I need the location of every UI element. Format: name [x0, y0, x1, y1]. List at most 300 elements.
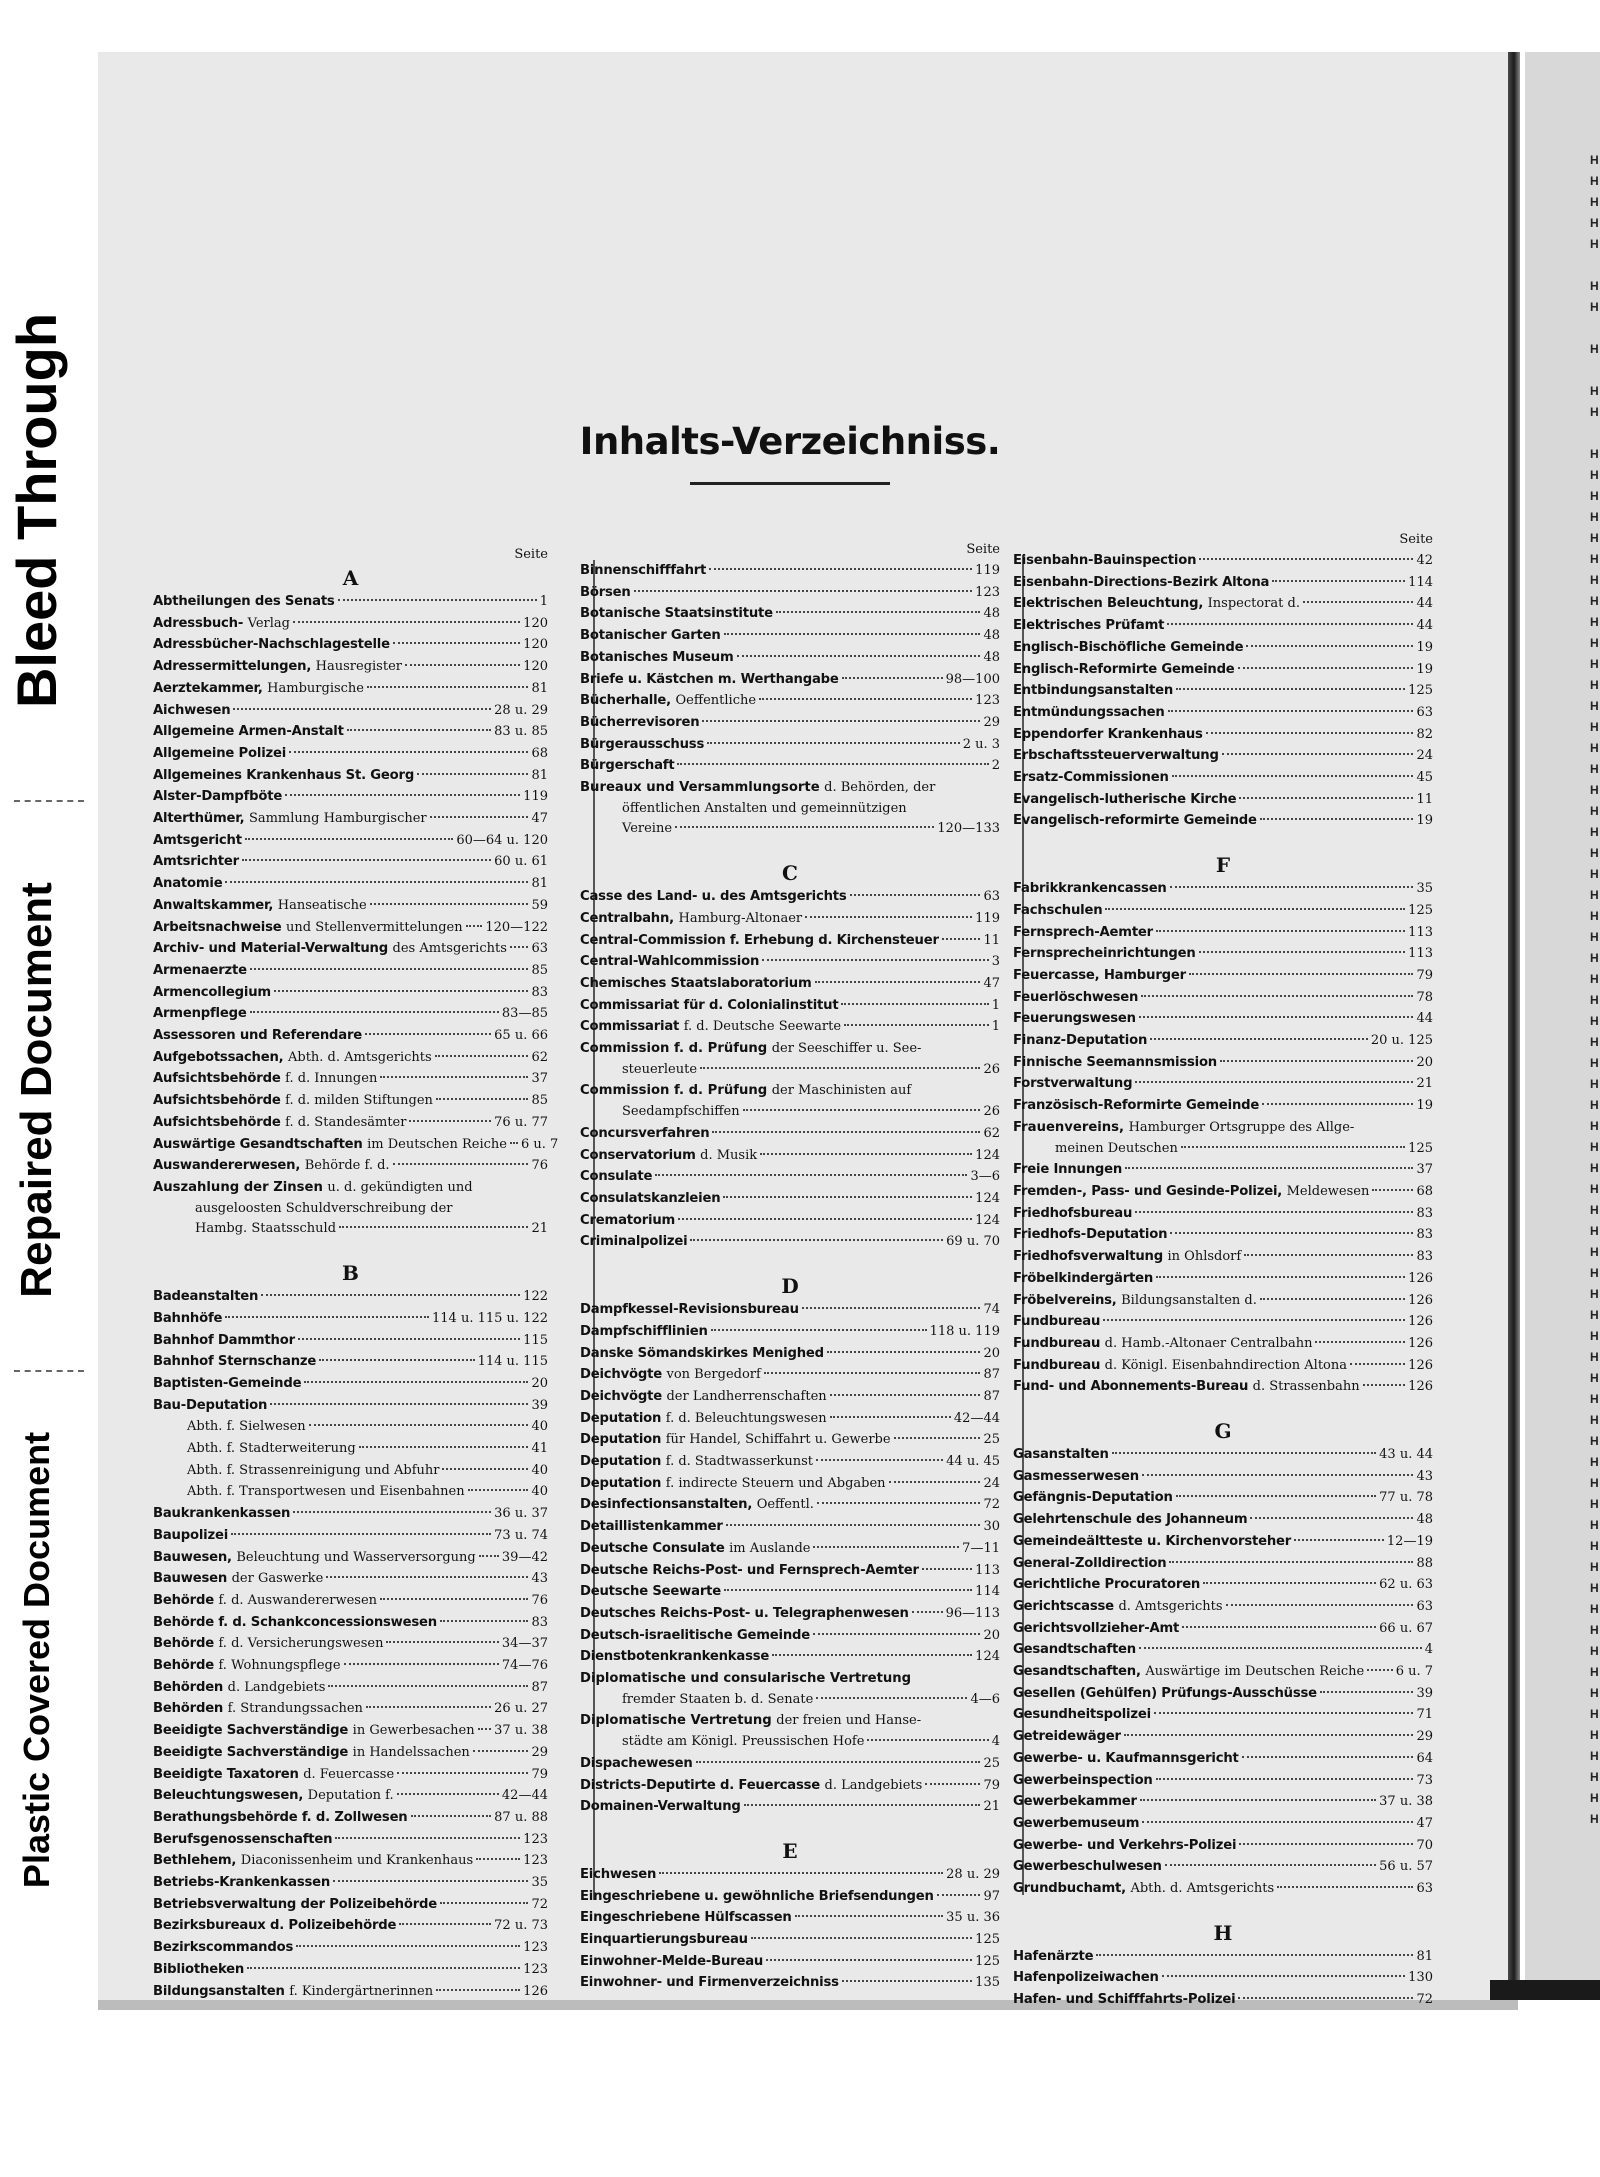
page-number: 44	[1416, 596, 1433, 612]
page-title: Inhalts-Verzeichniss.	[579, 420, 1001, 463]
entry-text	[580, 1231, 687, 1253]
dot-leader	[1135, 1081, 1413, 1083]
index-entry	[153, 1308, 548, 1330]
entry-text	[153, 656, 402, 678]
page-number: 76	[531, 1592, 548, 1608]
adjacent-page-edge	[1525, 52, 1600, 2000]
edge-letter: H	[1590, 1581, 1599, 1595]
page-number: 87	[983, 1388, 1000, 1404]
entry-first-line	[580, 777, 1000, 799]
index-entry	[153, 678, 548, 700]
entry-detail: Behörde f. d.	[304, 1158, 390, 1174]
entry-detail: d. Behörden, der	[824, 780, 936, 796]
entry-text	[153, 1155, 390, 1177]
entry-text	[153, 1112, 406, 1134]
dot-leader	[802, 1307, 981, 1309]
page-number: 79	[531, 1766, 548, 1782]
entry-title: Commission f. d. Prüfung	[580, 1083, 768, 1099]
section-letter: A	[342, 566, 359, 590]
dot-leader	[1372, 1189, 1413, 1191]
page-number: 120	[523, 637, 548, 653]
entry-detail: der Maschinisten auf	[771, 1083, 912, 1099]
dot-leader	[309, 1424, 529, 1426]
entry-title: Behörde	[153, 1658, 214, 1674]
dot-leader	[1105, 908, 1405, 910]
dot-leader	[1203, 1582, 1376, 1584]
page-number: 120—122	[485, 919, 548, 935]
entry-detail: für Handel, Schiffahrt u. Gewerbe	[665, 1432, 891, 1448]
dot-leader	[1112, 1452, 1376, 1454]
entry-title: Deputation	[580, 1475, 662, 1491]
index-entry	[1013, 1770, 1433, 1792]
dot-leader	[1367, 1669, 1392, 1671]
index-entry	[153, 960, 548, 982]
entry-text	[580, 647, 734, 669]
page-number: 39	[1416, 1685, 1433, 1701]
entry-continuation	[153, 1219, 548, 1240]
page-number: 76 u. 77	[494, 1114, 548, 1130]
dot-leader	[1150, 1038, 1368, 1040]
entry-text	[153, 1915, 396, 1937]
dot-leader	[751, 1937, 972, 1939]
entry-first-line	[580, 1668, 1000, 1690]
page-number: 73	[1416, 1772, 1433, 1788]
entry-title: Binnenschifffahrt	[580, 563, 707, 578]
edge-letter: H	[1590, 1308, 1599, 1322]
entry-title: Gesandtschaften	[1013, 1642, 1136, 1658]
page-number: 125	[1408, 902, 1433, 918]
edge-letter: H	[1590, 1392, 1599, 1406]
entry-text	[1013, 659, 1235, 681]
entry-title: Eppendorfer Krankenhaus	[1013, 726, 1203, 742]
entry-text	[580, 734, 704, 756]
entry-detail: f. d. Beleuchtungswesen	[665, 1410, 827, 1426]
dot-leader	[1139, 1016, 1414, 1018]
page-number: 35	[531, 1875, 548, 1891]
edge-letter: H	[1590, 1203, 1599, 1217]
dot-leader	[293, 1511, 491, 1513]
entry-title: General-Zolldirection	[1013, 1555, 1167, 1571]
page-number: 88	[1416, 1555, 1433, 1571]
index-entry	[153, 851, 548, 873]
entry-text	[1013, 1639, 1136, 1661]
entry-text	[580, 1581, 721, 1603]
dot-leader	[476, 1858, 520, 1860]
page-number: 123	[523, 1940, 548, 1956]
entry-text	[580, 1123, 709, 1145]
page-number: 39—42	[501, 1549, 548, 1565]
entry-text	[153, 1785, 394, 1807]
entry-detail: Abth. f. Sielwesen	[187, 1419, 306, 1435]
dot-leader	[1140, 1799, 1376, 1801]
entry-text	[580, 1016, 841, 1038]
entry-title: Botanische Staatsinstitute	[580, 606, 773, 622]
entry-title: Bahnhöfe	[153, 1310, 223, 1326]
dot-leader	[326, 1576, 528, 1578]
entry-title: Crematorium	[580, 1212, 676, 1228]
dot-leader	[440, 1902, 528, 1904]
page-number: 74—76	[501, 1658, 548, 1674]
page-number: 81	[531, 680, 548, 696]
index-entry	[580, 1451, 1000, 1473]
entry-text	[153, 1090, 433, 1112]
page-number: 20	[983, 1345, 1000, 1361]
edge-letter: H	[1590, 636, 1599, 650]
dot-leader	[366, 1706, 491, 1708]
dot-leader	[359, 1446, 529, 1448]
index-entry	[1013, 1376, 1433, 1398]
page-number: 1	[539, 594, 548, 609]
dot-leader	[304, 1381, 528, 1383]
dot-leader	[1246, 645, 1413, 647]
index-entry	[580, 1625, 1000, 1647]
entry-text	[153, 1981, 433, 2003]
page-number: 37	[1416, 1162, 1433, 1178]
entry-text	[153, 938, 507, 960]
entry-title: Englisch-Bischöfliche Gemeinde	[1013, 639, 1244, 655]
entry-detail: f. d. milden Stiftungen	[285, 1093, 433, 1109]
edge-letter: H	[1590, 1749, 1599, 1763]
dot-leader	[690, 1239, 943, 1241]
entry-continuation: öffentlichen Anstalten und gemeinnützigen	[622, 800, 907, 816]
page-number: 66 u. 67	[1379, 1620, 1433, 1636]
page-number: 62	[531, 1049, 548, 1065]
entry-text	[580, 560, 706, 582]
index-entry	[580, 603, 1000, 625]
entry-text	[153, 613, 290, 635]
entry-text	[1013, 1224, 1167, 1246]
entry-title: Hafen- und Schifffahrts-Polizei	[1013, 1992, 1236, 2008]
entry-text	[153, 917, 463, 939]
entry-title: Hafenpolizeiwachen	[1013, 1970, 1159, 1986]
page-number: 48	[983, 649, 1000, 665]
page-column-header: Seite	[514, 547, 548, 562]
dot-leader	[250, 968, 529, 970]
page-number: 24	[1416, 748, 1433, 764]
dot-leader	[335, 1837, 520, 1839]
dot-leader	[1167, 623, 1413, 625]
entry-text	[1013, 1333, 1312, 1355]
entry-title: Deutsche Consulate	[580, 1540, 725, 1556]
entry-text	[1013, 1030, 1147, 1052]
index-entry	[153, 1872, 548, 1894]
dot-leader	[724, 633, 981, 635]
entry-detail: f. Kindergärtnerinnen	[289, 1983, 434, 1999]
index-entry	[1013, 659, 1433, 681]
entry-text	[153, 1330, 295, 1352]
entry-title: Bezirksbureaux d. Polizeibehörde	[153, 1918, 397, 1934]
dot-leader	[344, 1663, 499, 1665]
dot-leader	[274, 990, 529, 992]
dot-leader	[370, 903, 529, 905]
edge-letter: H	[1590, 1644, 1599, 1658]
bleed-through-label: Bleed Through	[5, 312, 69, 708]
page-number: 118 u. 119	[929, 1323, 1000, 1339]
index-entry	[1013, 1509, 1433, 1531]
page-number: 6 u. 7	[520, 1136, 559, 1152]
dot-leader	[1176, 1495, 1376, 1497]
repaired-document-label: Repaired Document	[12, 882, 62, 1298]
section-gap	[1013, 832, 1433, 852]
page-number: 1	[991, 1019, 1000, 1035]
page-number: 126	[523, 1983, 548, 1999]
dot-leader	[709, 568, 972, 570]
edge-letter: H	[1590, 1686, 1599, 1700]
entry-text	[580, 1386, 827, 1408]
index-entry	[1013, 702, 1433, 724]
page-number: 87	[531, 1679, 548, 1695]
dot-leader	[1199, 558, 1413, 560]
edge-letter: H	[1590, 279, 1599, 293]
dot-leader	[1156, 1276, 1405, 1278]
entry-title: Central-Wahlcommission	[580, 954, 760, 970]
section-gap	[580, 1818, 1000, 1838]
page-number: 135	[975, 1975, 1000, 1991]
entry-text	[580, 1516, 723, 1538]
dot-leader	[912, 1611, 943, 1613]
page-number: 123	[523, 1853, 548, 1869]
entry-title: Deputation	[580, 1432, 662, 1448]
entry-text	[153, 678, 364, 700]
entry-title: Auswärtige Gesandtschaften	[153, 1136, 363, 1152]
entry-title: Deputation	[580, 1454, 662, 1470]
index-entry	[580, 1231, 1000, 1253]
index-entry	[1013, 550, 1433, 572]
dot-leader	[1260, 1298, 1405, 1300]
index-entry	[1013, 1311, 1433, 1333]
entry-title: Assessoren und Referendare	[153, 1028, 363, 1044]
entry-title: Dienstbotenkrankenkasse	[580, 1649, 770, 1665]
edge-letter: H	[1590, 951, 1599, 965]
index-entry	[153, 1047, 548, 1069]
dot-leader	[1168, 710, 1414, 712]
page-number: 41	[531, 1441, 548, 1457]
index-entry	[580, 973, 1000, 995]
page-number: 11	[983, 932, 1000, 948]
entry-title: Eisenbahn-Directions-Bezirk Altona	[1013, 574, 1270, 590]
index-entry	[153, 1785, 548, 1807]
index-entry	[580, 1166, 1000, 1188]
dot-leader	[397, 1772, 528, 1774]
dot-leader	[436, 1098, 529, 1100]
entry-title: Beeidigte Taxatoren	[153, 1766, 299, 1782]
page-number: 44 u. 45	[946, 1454, 1000, 1470]
entry-text	[1013, 1159, 1122, 1181]
index-subentry	[153, 1438, 548, 1460]
entry-continuation	[580, 1732, 1000, 1753]
edge-letter: H	[1590, 909, 1599, 923]
entry-detail: f. d. Stadtwasserkunst	[665, 1454, 813, 1470]
entry-text	[153, 1850, 473, 1872]
page-number: 45	[1416, 770, 1433, 786]
index-entry	[1013, 745, 1433, 767]
entry-text	[580, 1951, 763, 1973]
dot-leader	[298, 1338, 520, 1340]
entry-text	[580, 625, 721, 647]
page-column-header: Seite	[966, 542, 1000, 557]
entry-text	[580, 1364, 761, 1386]
edge-letter: H	[1590, 1287, 1599, 1301]
entry-text	[153, 1525, 228, 1547]
index-entry	[153, 1003, 548, 1025]
entry-title: Friedhofsverwaltung	[1013, 1249, 1163, 1265]
entry-title: Berufsgenossenschaften	[153, 1831, 333, 1847]
entry-text	[580, 669, 839, 691]
entry-text	[153, 634, 390, 656]
entry-title: Desinfectionsanstalten,	[580, 1497, 753, 1513]
page-number: 42—44	[501, 1788, 548, 1804]
page-number: 60—64 u. 120	[456, 832, 548, 848]
page-number: 120	[523, 659, 548, 675]
index-column-1	[153, 545, 559, 2002]
entry-title: Commissariat für d. Colonialinstitut	[580, 997, 839, 1013]
page-number: 63	[531, 941, 548, 957]
dot-leader	[815, 981, 981, 983]
dot-leader	[293, 621, 520, 623]
index-entry	[1013, 1946, 1433, 1968]
dot-leader	[1294, 1539, 1384, 1541]
page-number: 81	[531, 767, 548, 783]
entry-text	[187, 1481, 465, 1503]
entry-title: Gerichtliche Procuratoren	[1013, 1577, 1201, 1593]
entry-first-line	[580, 1710, 1000, 1732]
dot-leader	[393, 1163, 529, 1165]
entry-title: Eingeschriebene u. gewöhnliche Briefsendungen	[580, 1888, 934, 1904]
entry-title: Allgemeine Polizei	[153, 745, 287, 761]
entry-text	[580, 1646, 769, 1668]
entry-title: Gesellen (Gehülfen) Prüfungs-Ausschüsse	[1013, 1685, 1317, 1701]
entry-text	[1013, 1878, 1274, 1900]
edge-letter: H	[1590, 846, 1599, 860]
page-number: 83	[531, 1614, 548, 1630]
edge-letter: H	[1590, 573, 1599, 587]
dot-leader	[743, 1109, 981, 1111]
page-number: 48	[983, 628, 1000, 644]
dot-leader	[696, 1761, 981, 1763]
dot-leader	[1103, 1319, 1405, 1321]
entry-title: Conservatorium	[580, 1147, 696, 1163]
page-number: 30	[983, 1519, 1000, 1535]
page-number: 28 u. 29	[494, 702, 548, 718]
entry-text	[153, 982, 271, 1004]
entry-title: Gewerbeschulwesen	[1013, 1859, 1162, 1875]
entry-text	[580, 1166, 652, 1188]
edge-letter: H	[1590, 615, 1599, 629]
index-entry	[1013, 1618, 1433, 1640]
page-number: 44	[1416, 1011, 1433, 1027]
edge-letter: H	[1590, 1497, 1599, 1511]
page-number: 83—85	[501, 1006, 548, 1022]
entry-title: Eichwesen	[580, 1866, 657, 1882]
dot-leader	[937, 1894, 981, 1896]
index-entry	[153, 1503, 548, 1525]
entry-text	[580, 1451, 813, 1473]
dot-leader	[1320, 1691, 1414, 1693]
index-entry	[1013, 680, 1433, 702]
entry-title: Beleuchtungswesen,	[153, 1788, 304, 1804]
index-column-3	[1013, 530, 1433, 2011]
page-number: 125	[975, 1953, 1000, 1969]
index-entry	[1013, 1333, 1433, 1355]
edge-letter: H	[1590, 174, 1599, 188]
index-entry	[1013, 1661, 1433, 1683]
entry-detail: Auswärtige im Deutschen Reiche	[1145, 1664, 1365, 1680]
dot-leader	[1176, 688, 1405, 690]
page-number: 19	[1416, 639, 1433, 655]
dot-leader	[233, 708, 491, 710]
entry-title: Gerichtsvollzieher-Amt	[1013, 1620, 1180, 1636]
entry-detail: steuerleute	[622, 1061, 698, 1077]
index-entry	[580, 1145, 1000, 1167]
dot-leader	[1222, 753, 1414, 755]
page-column-header: Seite	[1399, 532, 1433, 547]
index-entry	[153, 1590, 548, 1612]
entry-text	[580, 908, 802, 930]
index-entry	[153, 1330, 548, 1352]
entry-text	[153, 743, 286, 765]
entry-text	[1013, 1008, 1136, 1030]
edge-letter: H	[1590, 1077, 1599, 1091]
dot-leader	[867, 1739, 988, 1741]
index-entry	[580, 1343, 1000, 1365]
index-entry	[580, 1123, 1000, 1145]
entry-text	[1013, 1531, 1291, 1553]
index-entry	[580, 1929, 1000, 1951]
entry-text	[1013, 724, 1203, 746]
entry-text	[1013, 1574, 1200, 1596]
entry-text	[1013, 637, 1243, 659]
entry-title: Botanisches Museum	[580, 649, 734, 665]
entry-detail: Oeffentl.	[756, 1497, 814, 1513]
index-entry	[153, 917, 548, 939]
dot-leader	[289, 751, 528, 753]
index-entry	[580, 1080, 1000, 1122]
dot-leader	[1142, 1821, 1413, 1823]
entry-text	[153, 1003, 247, 1025]
dot-leader	[270, 1403, 528, 1405]
entry-text	[1013, 1553, 1166, 1575]
entry-text	[1013, 1246, 1241, 1268]
entry-title: Bahnhof Dammthor	[153, 1332, 295, 1348]
entry-text	[153, 1503, 290, 1525]
section-gap	[1013, 1398, 1433, 1418]
entry-detail: Vereine	[622, 821, 673, 837]
dot-leader	[1142, 1474, 1414, 1476]
page-number: 48	[983, 606, 1000, 622]
index-entry	[1013, 1117, 1433, 1159]
entry-title: Consulate	[580, 1169, 653, 1185]
page-number: 63	[983, 889, 1000, 905]
page-number: 113	[1408, 924, 1433, 940]
entry-first-line	[580, 1080, 1000, 1102]
dot-leader	[925, 1783, 980, 1785]
entry-detail: d. Landgebiets	[227, 1679, 326, 1695]
index-entry	[1013, 878, 1433, 900]
index-entry	[580, 1603, 1000, 1625]
entry-title: Chemisches Staatslaboratorium	[580, 975, 812, 991]
index-entry	[580, 1775, 1000, 1797]
page-number: 68	[1416, 1183, 1433, 1199]
index-entry	[580, 1864, 1000, 1886]
entry-title: Archiv- und Material-Verwaltung	[153, 941, 388, 957]
dot-leader	[830, 1394, 981, 1396]
edge-letter: H	[1590, 1434, 1599, 1448]
page-number: 29	[1416, 1729, 1433, 1745]
entry-title: Freie Innungen	[1013, 1162, 1123, 1178]
index-entry	[1013, 1224, 1433, 1246]
entry-text	[1013, 767, 1169, 789]
entry-title: Einwohner- und Firmenverzeichniss	[580, 1975, 839, 1991]
